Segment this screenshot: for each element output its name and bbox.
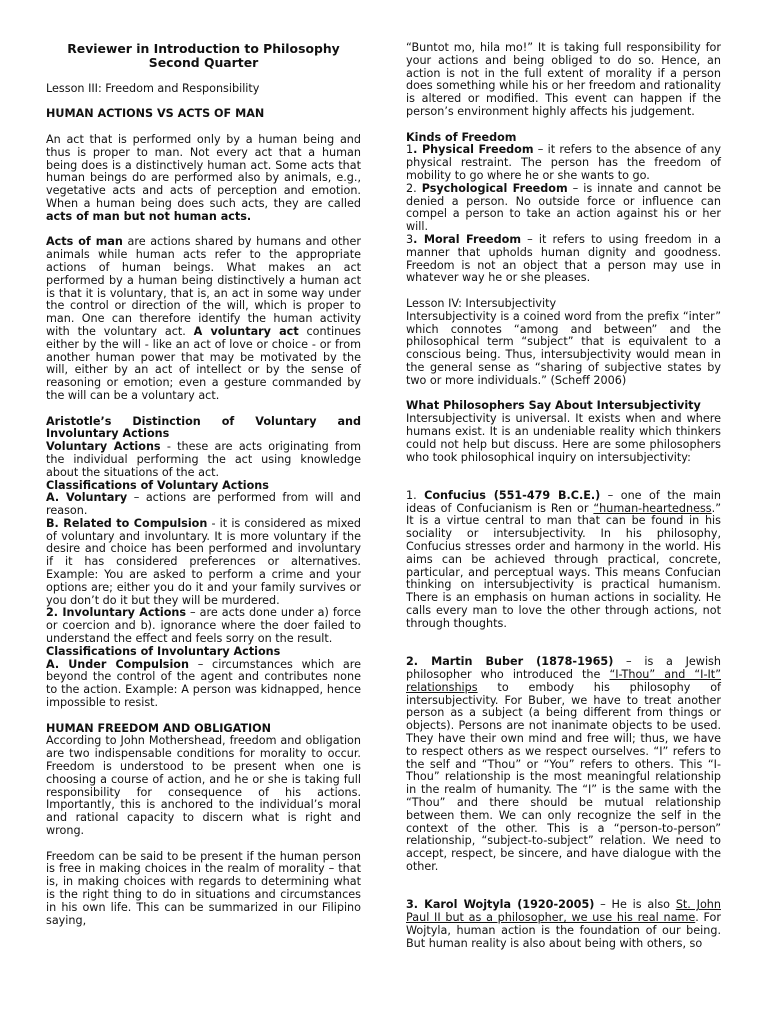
- item-physical-freedom: 1. Physical Freedom – it refers to the absence of any physical restraint. The person has the freedom of mobility to go where he or she wants to go.: [406, 143, 721, 182]
- item-confucius: 1. Confucius (551-479 B.C.E.) – one of the main ideas of Confucianism is Ren or “human-heartedness.” It is a virtue central to man that can be found in his sociality or intersubjectivity. In his philosophy, Confucius stresses order and harmony in the world. His aims can be achieved through practical, concrete, particular, and perceptual ways. This means Confucian thinking on intersubjectivity is practical humanism. There is an emphasis on human actions in sociality. He calls every man to love the other through actions, not through thoughts.: [406, 488, 721, 630]
- subheading-classifications-involuntary: Classifications of Involuntary Actions: [46, 644, 281, 658]
- item-psychological-freedom: 2. Psychological Freedom – is innate and cannot be denied a person. No outside force or influence can compel a person to take an action against his or her will.: [406, 181, 722, 234]
- paragraph-philosophers-intro: Intersubjectivity is universal. It exists when and where humans exist. It is an undeniable reality which thinkers could not help but discuss. Here are some philosophers who took philosophical inquiry on intersubjectivity:: [406, 412, 721, 464]
- paragraph-voluntary-actions: Voluntary Actions - these are acts originating from the individual performing the act using knowledge about the situations of the act.: [46, 440, 361, 479]
- item-involuntary-actions: 2. Involuntary Actions – are acts done under a) force or coercion and b). ignorance where the doer failed to understand the effect and feels sorry on the result.: [46, 606, 361, 646]
- item-related-to-compulsion: B. Related to Compulsion - it is considered as mixed of voluntary and involuntary. It is more voluntary if the desire and choice has been performed and involuntary if it has considered preferences or alternatives. Example: You are asked to perform a crime and your options are; either you do it and your family survives or you don’t do it but they will be murdered.: [46, 516, 362, 607]
- lesson-4-title: Lesson IV: Intersubjectivity: [406, 296, 557, 310]
- lesson-3-title: Lesson III: Freedom and Responsibility: [46, 81, 260, 95]
- subheading-classifications-voluntary: Classifications of Voluntary Actions: [46, 478, 269, 492]
- right-column: [406, 42, 721, 951]
- left-column: [46, 42, 361, 927]
- section-heading-philosophers: What Philosophers Say About Intersubjectivity: [406, 399, 701, 413]
- section-heading-freedom-obligation: HUMAN FREEDOM AND OBLIGATION: [46, 721, 272, 735]
- section-heading-human-actions: HUMAN ACTIONS VS ACTS OF MAN: [46, 107, 265, 121]
- item-under-compulsion: A. Under Compulsion – circumstances which are beyond the control of the agent and contributes none to the action. Example: A person was kidnapped, hence impossible to resist.: [46, 657, 362, 710]
- paragraph-buntot-mo: “Buntot mo, hila mo!” It is taking full responsibility for your actions and being obliged to do so. Hence, an action is not in the full extent of morality if a person does something while his or her freedom and rationality is altered or modified. This event can happen if the person’s environment highly affects his judgement.: [406, 41, 721, 118]
- paragraph-acts-of-man: Acts of man are actions shared by humans and other animals while human acts refer to the appropriate actions of human beings. What makes an act performed by a human being distinctively a human act is that it is voluntary, that is, an act in some way under the control or direction of the will, which is proper to man. One can therefore identify the human activity with the voluntary act. A voluntary act continues either by the will - like an act of love or choice - or from another human power that may be motivated by the will, either by an act of intellect or by the sense of reasoning or emotion; even a gesture commanded by the will can be a voluntary act.: [46, 235, 362, 402]
- item-moral-freedom: 3. Moral Freedom – it refers to using freedom in a manner that upholds human dignity and goodness. Freedom is not an object that a person may use in whatever way he or she pleases.: [406, 232, 721, 285]
- paragraph-mothershead: According to John Mothershead, freedom and obligation are two indispensable conditions for morality to occur. Freedom is understood to be present when one is choosing a course of action, and he or she is taking full responsibility for consequence of his actions. Importantly, this is anchored to the individual’s moral and rational capacity to discern what is right and wrong.: [46, 734, 361, 838]
- item-karol-wojtyla: 3. Karol Wojtyla (1920-2005) – He is also St. John Paul II but as a philosopher, we use his real name. For Wojtyla, human action is the foundation of our being. But human reality is also about being with others, so: [406, 898, 721, 950]
- section-heading-kinds-of-freedom: Kinds of Freedom: [406, 130, 517, 144]
- item-voluntary: A. Voluntary – actions are performed from will and reason.: [46, 491, 361, 518]
- paragraph-human-act: An act that is performed only by a human being and thus is proper to man. Not every act that a human being does is a distinctively human act. Some acts that human beings do are performed also by animals, e.g., vegetative acts and acts of perception and emotion. When a human being does such acts, they are called acts of man but not human acts.: [46, 132, 361, 223]
- paragraph-intersubjectivity: Intersubjectivity is a coined word from the prefix “inter” which connotes “among and between” and the philosophical term “subject” that is equivalent to a conscious being. Thus, intersubjectivity would mean in the general sense as “sharing of subjective states by two or more individuals.” (Scheff 2006): [406, 309, 721, 387]
- paragraph-freedom-present: Freedom can be said to be present if the human person is free in making choices in the realm of morality – that is, in making choices with regards to determining what is the right thing to do in situations and circumstances in his own life. This can be summarized in our Filipino saying,: [46, 849, 361, 927]
- document-title: Reviewer in Introduction to Philosophy Second Quarter: [67, 41, 340, 70]
- item-martin-buber: 2. Martin Buber (1878-1965) – is a Jewish philosopher who introduced the “I-Thou” and “I-It” relationships to embody his philosophy of intersubjectivity. For Buber, we have to treat another person as a subject (a being different from things or objects). Persons are not inanimate objects to be used. They have their own mind and free will; thus, we have to respect others as we respect ourselves. “I” refers to the self and “Thou” or “You” refers to others. This “I-Thou” relationship is the most meaningful relationship in the realm of humanity. The “I” is the same with the “Thou” and there should be mutual relationship between them. We can only recognize the self in the context of the other. This is a “person-to-person” relationship, “subject-to-subject” relation. We need to accept, respect, be sincere, and have dialogue with the other.: [406, 655, 721, 873]
- section-heading-aristotle: Aristotle’s Distinction of Voluntary and Involuntary Actions: [46, 414, 361, 441]
